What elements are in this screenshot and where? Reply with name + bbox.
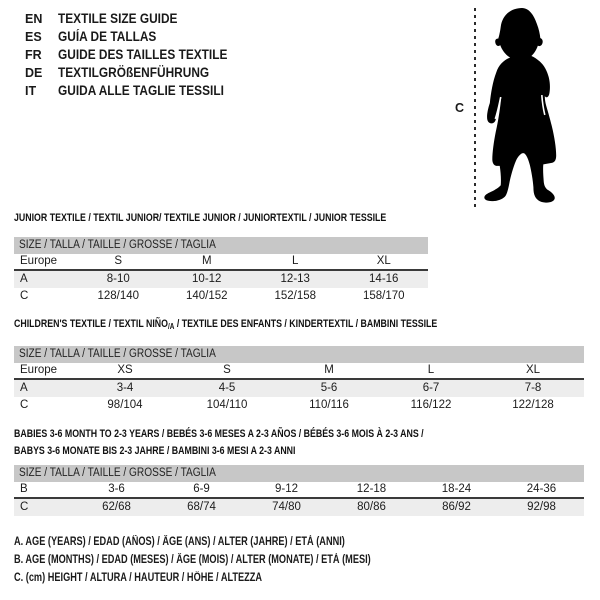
size-header-bar [14, 346, 584, 363]
size-header-label: SIZE / TALLA / TAILLE / GRÖSSE / TAGLIA [19, 348, 216, 360]
table-title-pre: CHILDREN'S TEXTILE / TEXTIL NIÑO [14, 318, 168, 330]
table-row [14, 363, 584, 380]
note-a: A. AGE (YEARS) / EDAD (AÑOS) / ÂGE (ANS) / ALTER (JAHRE) / ETÀ (ANNI) [14, 536, 345, 548]
table-cell: 104/110 [206, 399, 248, 411]
table-cell: S [223, 364, 231, 376]
table-cell: 128/140 [97, 290, 140, 302]
table-cell: 7-8 [524, 382, 542, 394]
row-label: Europe [20, 255, 58, 267]
table-cell: 98/104 [107, 399, 143, 411]
table-cell: 14-16 [369, 273, 399, 285]
row-label: B [20, 483, 28, 495]
table-cell: 68/74 [187, 501, 216, 513]
note-c: C. (cm) HEIGHT / ALTURA / HAUTEUR / HÖHE / ALTEZZA [14, 572, 263, 584]
table-cell: 3-6 [108, 483, 125, 495]
table-title: JUNIOR TEXTILE / TEXTIL JUNIOR/ TEXTILE JUNIOR / JUNIORTEXTIL / JUNIOR TESSILE [14, 212, 387, 224]
table-cell: 6-7 [422, 382, 440, 394]
table-row [14, 254, 428, 271]
lang-row-en [25, 10, 251, 28]
childrens-textile-table [14, 318, 584, 414]
lang-code: ES [25, 30, 42, 44]
table-cell: 10-12 [192, 273, 222, 285]
lang-code: FR [25, 48, 42, 62]
table-cell: 9-12 [274, 483, 299, 495]
row-label: Europe [20, 364, 58, 376]
size-header-label: SIZE / TALLA / TAILLE / GRÖSSE / TAGLIA [19, 239, 216, 251]
lang-row-es [25, 28, 251, 46]
table-title-sub: /A [167, 322, 175, 331]
row-label: A [20, 273, 28, 285]
baby-silhouette-icon [482, 6, 566, 204]
table-cell: 116/122 [410, 399, 452, 411]
table-cell: M [201, 255, 212, 267]
legend-notes [14, 533, 460, 587]
lang-title: TEXTILGRÖßENFÜHRUNG [58, 65, 210, 80]
size-header-bar [14, 237, 428, 254]
table-cell: 24-36 [526, 483, 557, 495]
table-cell: 3-4 [116, 382, 134, 394]
table-cell: 18-24 [441, 483, 472, 495]
table-cell: 80/86 [357, 501, 386, 513]
lang-title: GUIDA ALLE TAGLIE TESSILI [58, 83, 224, 98]
table-cell: 158/170 [362, 290, 405, 302]
table-cell: 4-5 [218, 382, 236, 394]
height-measure-line [474, 8, 476, 208]
table-row [14, 499, 584, 516]
lang-row-it [25, 82, 251, 100]
table-cell: 8-10 [106, 273, 130, 285]
table-row [14, 397, 584, 414]
table-row [14, 271, 428, 288]
table-cell: 140/152 [185, 290, 228, 302]
table-cell: 6-9 [193, 483, 210, 495]
table-cell: 152/158 [274, 290, 317, 302]
table-cell: S [114, 255, 123, 267]
row-label: C [20, 501, 29, 513]
lang-code: EN [25, 12, 43, 26]
row-label: A [20, 382, 28, 394]
lang-title: GUÍA DE TALLAS [58, 29, 157, 44]
table-title [14, 318, 437, 333]
note-b: B. AGE (MONTHS) / EDAD (MESES) / ÂGE (MOIS) / ALTER (MONATE) / ETÀ (MESI) [14, 554, 371, 566]
table-cell: 74/80 [272, 501, 301, 513]
table-cell: L [427, 364, 435, 376]
table-row [14, 380, 584, 397]
lang-row-de [25, 64, 251, 82]
lang-title: GUIDE DES TAILLES TEXTILE [58, 47, 228, 62]
babies-textile-table [14, 426, 584, 516]
table-cell: 12-18 [356, 483, 387, 495]
table-cell: XL [525, 364, 541, 376]
table-cell: 122/128 [512, 399, 554, 411]
size-header-label: SIZE / TALLA / TAILLE / GRÖSSE / TAGLIA [19, 467, 216, 479]
table-cell: 62/68 [102, 501, 131, 513]
table-cell: XS [117, 364, 133, 376]
size-header-bar [14, 465, 584, 482]
lang-title: TEXTILE SIZE GUIDE [58, 11, 178, 26]
table-cell: 12-13 [280, 273, 310, 285]
height-measure-label: C [455, 101, 465, 115]
lang-code: IT [25, 84, 37, 98]
junior-textile-table [14, 212, 428, 305]
table-row [14, 288, 428, 305]
table-title-line1: BABIES 3-6 MONTH TO 2-3 YEARS / BEBÉS 3-6 MESES A 2-3 AÑOS / BÉBÉS 3-6 MOIS À 2-3 ANS / [14, 428, 424, 440]
lang-code: DE [25, 66, 43, 80]
language-header-list [25, 10, 251, 100]
table-cell: L [292, 255, 299, 267]
table-cell: XL [376, 255, 391, 267]
row-label: C [20, 290, 29, 302]
row-label: C [20, 399, 29, 411]
table-cell: M [324, 364, 334, 376]
table-title-line2: BABYS 3-6 MONATE BIS 2-3 JAHRE / BAMBINI 3-6 MESI A 2-3 ANNI [14, 445, 296, 457]
table-cell: 92/98 [527, 501, 556, 513]
lang-row-fr [25, 46, 251, 64]
table-cell: 5-6 [320, 382, 338, 394]
table-cell: 86/92 [442, 501, 471, 513]
table-row [14, 482, 584, 499]
table-cell: 110/116 [309, 399, 349, 411]
table-title-post: / TEXTILE DES ENFANTS / KINDERTEXTIL / BAMBINI TESSILE [174, 318, 438, 330]
